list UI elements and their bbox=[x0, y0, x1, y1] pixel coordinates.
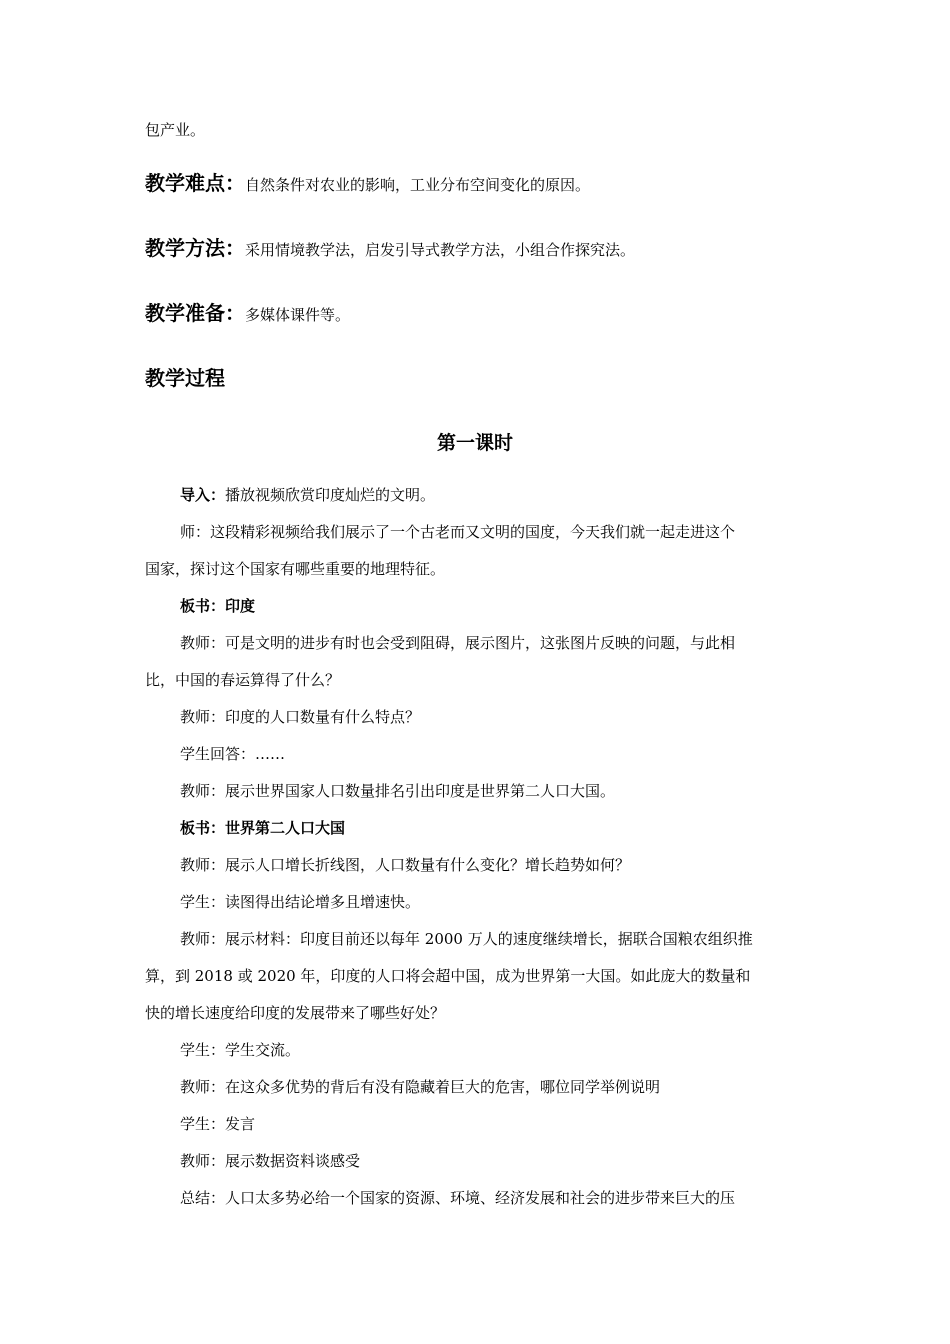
section-difficulty bbox=[145, 170, 590, 198]
board-note-india: 板书：印度 bbox=[180, 597, 256, 615]
paragraph-line: 教师：在这众多优势的背后有没有隐藏着巨大的危害，哪位同学举例说明 bbox=[180, 1078, 661, 1096]
paragraph-line: 国家，探讨这个国家有哪些重要的地理特征。 bbox=[145, 560, 446, 578]
paragraph-line: 学生回答：…… bbox=[180, 745, 286, 763]
paragraph-line: 教师：可是文明的进步有时也会受到阻碍，展示图片，这张图片反映的问题，与此相 bbox=[180, 634, 736, 652]
paragraph-line: 快的增长速度给印度的发展带来了哪些好处？ bbox=[145, 1004, 446, 1022]
section-text: 采用情境教学法，启发引导式教学方法，小组合作探究法。 bbox=[245, 241, 636, 259]
paragraph-line: 教师：展示数据资料谈感受 bbox=[180, 1152, 361, 1170]
paragraph-line: 教师：展示人口增长折线图，人口数量有什么变化？增长趋势如何？ bbox=[180, 856, 631, 874]
intro-label: 导入： bbox=[180, 486, 226, 504]
intro-text: 播放视频欣赏印度灿烂的文明。 bbox=[225, 486, 436, 504]
paragraph-line: 教师：展示世界国家人口数量排名引出印度是世界第二人口大国。 bbox=[180, 782, 616, 800]
section-text: 多媒体课件等。 bbox=[245, 306, 351, 324]
paragraph-line: 学生：学生交流。 bbox=[180, 1041, 301, 1059]
paragraph-line: 总结：人口太多势必给一个国家的资源、环境、经济发展和社会的进步带来巨大的压 bbox=[180, 1189, 736, 1207]
paragraph-line: 教师：印度的人口数量有什么特点？ bbox=[180, 708, 421, 726]
section-method bbox=[145, 235, 635, 263]
intro-tail-text: 包产业。 bbox=[145, 121, 206, 139]
section-text: 自然条件对农业的影响，工业分布空间变化的原因。 bbox=[245, 176, 591, 194]
section-label: 教学方法： bbox=[145, 236, 245, 260]
paragraph-intro bbox=[180, 485, 435, 505]
paragraph-line: 学生：读图得出结论增多且增速快。 bbox=[180, 893, 421, 911]
paragraph-line: 比，中国的春运算得了什么？ bbox=[145, 671, 341, 689]
section-preparation bbox=[145, 300, 350, 328]
process-heading: 教学过程 bbox=[145, 366, 225, 390]
board-note-population: 板书：世界第二人口大国 bbox=[180, 819, 346, 837]
paragraph-line: 算，到 2018 或 2020 年，印度的人口将会超中国，成为世界第一大国。如此庞大的数量和 bbox=[145, 967, 751, 985]
paragraph-line: 师：这段精彩视频给我们展示了一个古老而又文明的国度，今天我们就一起走进这个 bbox=[180, 523, 736, 541]
lesson-title: 第一课时 bbox=[436, 432, 513, 454]
paragraph-line: 学生：发言 bbox=[180, 1115, 256, 1133]
paragraph-line: 教师：展示材料：印度目前还以每年 2000 万人的速度继续增长，据联合国粮农组织推 bbox=[180, 930, 753, 948]
section-label: 教学准备： bbox=[145, 301, 245, 325]
section-label: 教学难点： bbox=[145, 171, 245, 195]
